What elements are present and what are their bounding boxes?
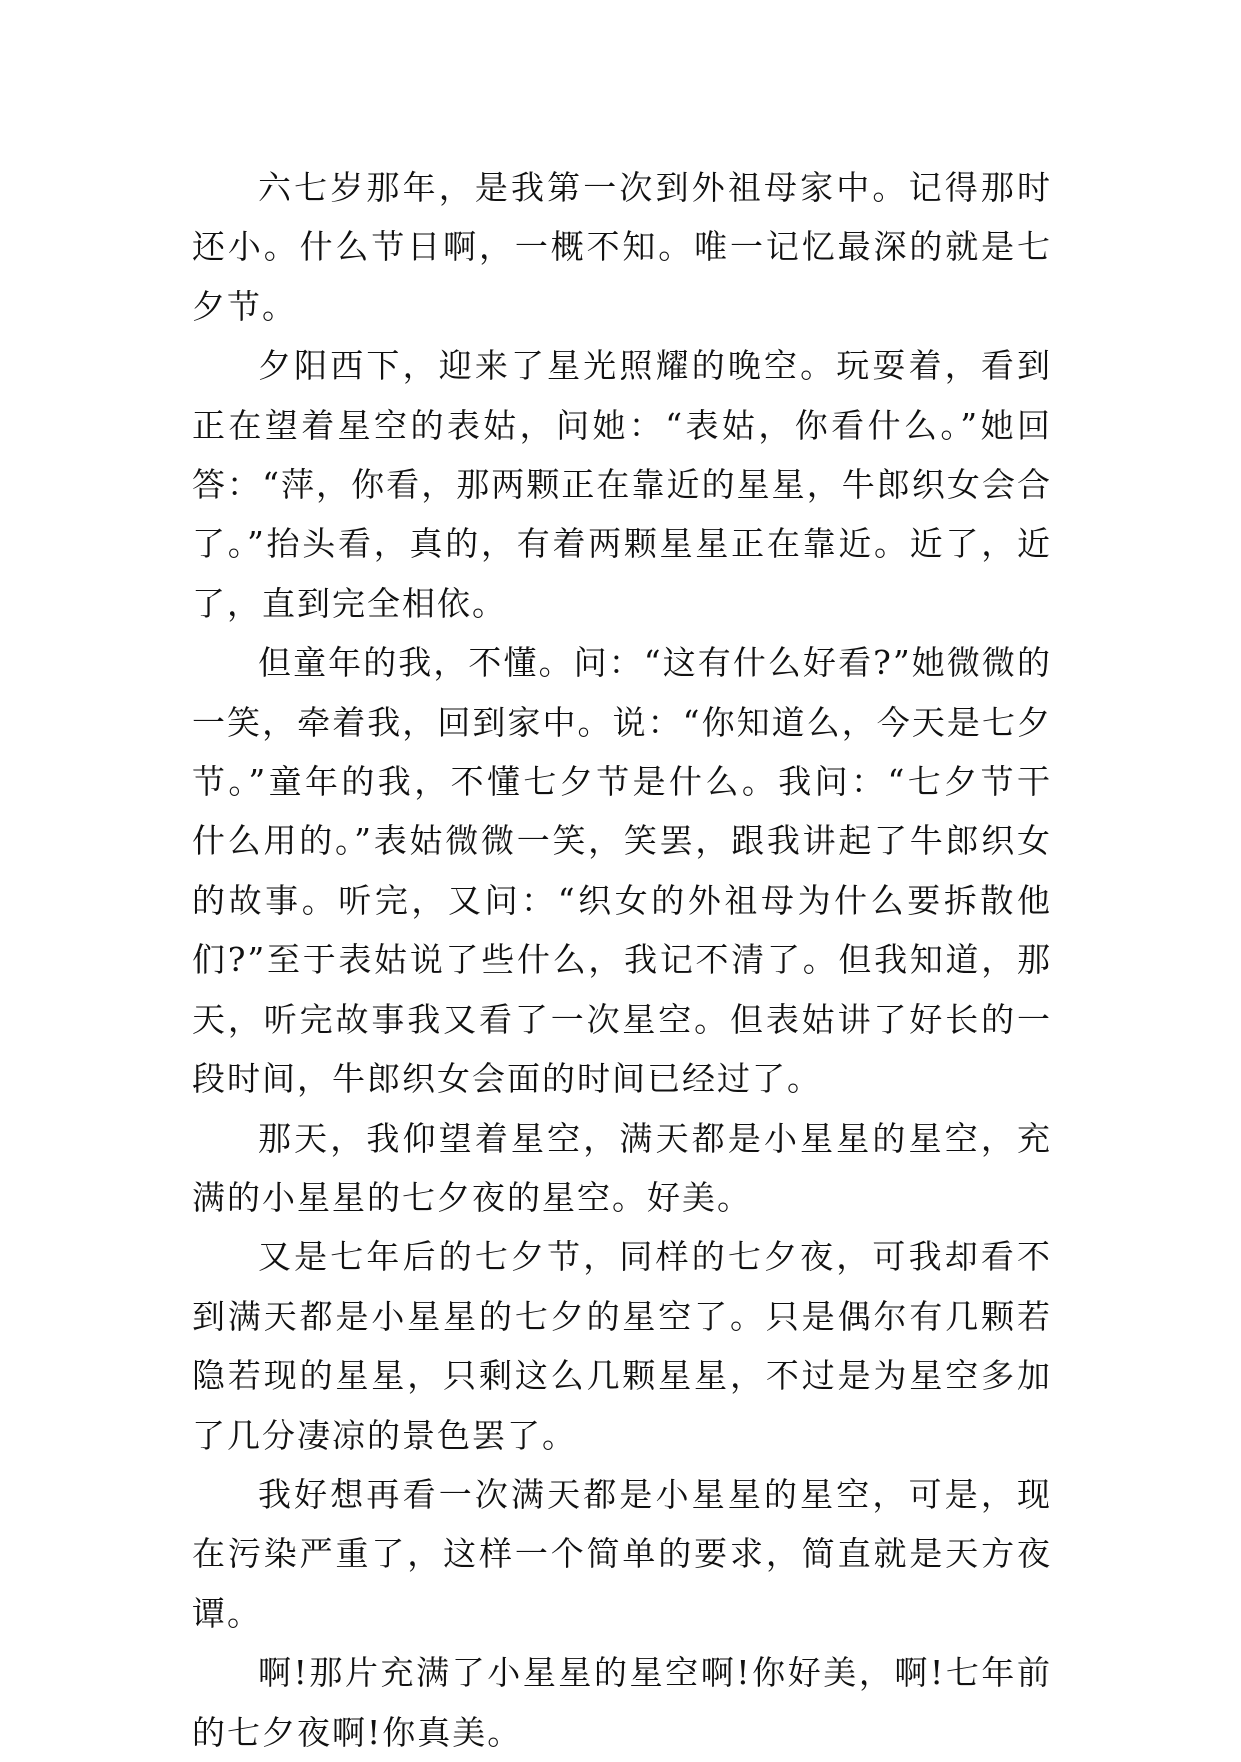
paragraph-3: 但童年的我，不懂。问：“这有什么好看?”她微微的一笑，牵着我，回到家中。说：“你知道么，今天是七夕节。”童年的我，不懂七夕节是什么。我问：“七夕节干什么用的。”表姑微微一笑，笑罢，跟我讲起了牛郎织女的故事。听完，又问：“织女的外祖母为什么要拆散他们?”至于表姑说了些什么，我记不清了。但我知道，那天，听完故事我又看了一次星空。但表姑讲了好长的一段时间，牛郎织女会面的时间已经过了。 (192, 643, 1052, 1099)
paragraph-2: 夕阳西下，迎来了星光照耀的晚空。玩耍着，看到正在望着星空的表姑，问她：“表姑，你看什么。”她回答：“萍，你看，那两颗正在靠近的星星，牛郎织女会合了。”抬头看，真的，有着两颗星星正在靠近。近了，近了，直到完全相依。 (192, 346, 1052, 623)
paragraph-7: 啊!那片充满了小星星的星空啊!你好美，啊!七年前的七夕夜啊!你真美。 (192, 1653, 1052, 1752)
paragraph-4: 那天，我仰望着星空，满天都是小星星的星空，充满的小星星的七夕夜的星空。好美。 (192, 1118, 1052, 1217)
paragraph-1: 六七岁那年，是我第一次到外祖母家中。记得那时还小。什么节日啊，一概不知。唯一记忆最深的就是七夕节。 (192, 168, 1052, 326)
paragraph-6: 我好想再看一次满天都是小星星的星空，可是，现在污染严重了，这样一个简单的要求，简直就是天方夜谭。 (192, 1474, 1052, 1633)
paragraph-5: 又是七年后的七夕节，同样的七夕夜，可我却看不到满天都是小星星的七夕的星空了。只是偶尔有几颗若隐若现的星星，只剩这么几颗星星，不过是为星空多加了几分凄凉的景色罢了。 (192, 1237, 1052, 1455)
essay-body (192, 158, 1052, 1762)
